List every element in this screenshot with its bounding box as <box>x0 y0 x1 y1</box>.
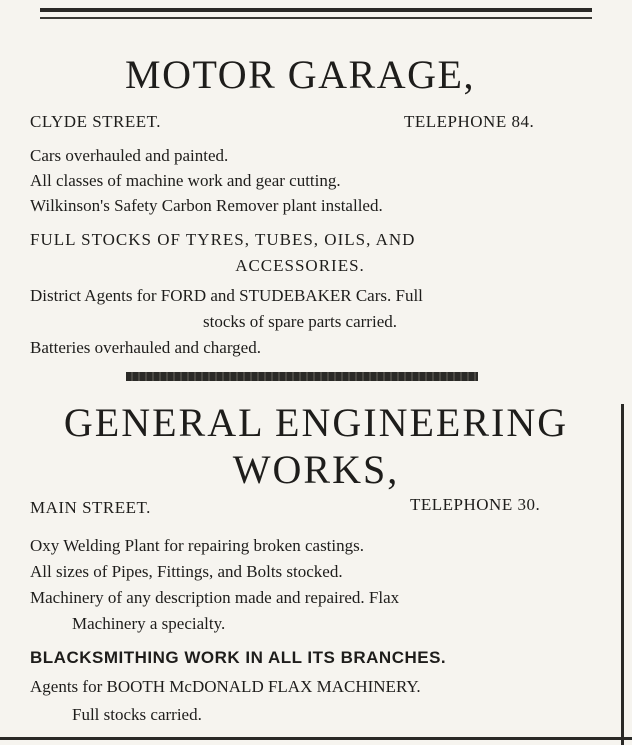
engineering-agents: Agents for BOOTH McDONALD FLAX MACHINERY. <box>30 677 421 696</box>
motor-garage-line-3: Wilkinson's Safety Carbon Remover plant installed. <box>30 196 383 215</box>
section-divider <box>126 372 478 381</box>
engineering-line-1: Oxy Welding Plant for repairing broken castings. <box>30 536 364 555</box>
motor-garage-telephone: TELEPHONE 84. <box>404 112 535 131</box>
right-border <box>621 404 624 745</box>
motor-garage-stocks-2: ACCESSORIES. <box>235 256 365 275</box>
motor-garage-stocks-1: FULL STOCKS OF TYRES, TUBES, OILS, AND <box>30 230 416 249</box>
engineering-blacksmithing: BLACKSMITHING WORK IN ALL ITS BRANCHES. <box>30 648 447 667</box>
motor-garage-agents-2: stocks of spare parts carried. <box>202 312 397 331</box>
motor-garage-street: CLYDE STREET. <box>30 112 162 131</box>
engineering-full-stocks: Full stocks carried. <box>72 705 202 724</box>
engineering-street: MAIN STREET. <box>30 498 151 517</box>
engineering-telephone: TELEPHONE 30. <box>410 495 541 514</box>
motor-garage-batteries: Batteries overhauled and charged. <box>30 338 261 357</box>
motor-garage-line-2: All classes of machine work and gear cutting. <box>30 171 341 190</box>
top-rule-thin <box>40 17 592 19</box>
motor-garage-agents-1: District Agents for FORD and STUDEBAKER Cars. Full <box>30 286 423 305</box>
motor-garage-line-1: Cars overhauled and painted. <box>30 146 229 165</box>
engineering-line-3: Machinery of any description made and repaired. Flax <box>30 588 400 607</box>
bottom-rule <box>0 737 632 740</box>
motor-garage-title: MOTOR GARAGE, <box>125 52 475 97</box>
top-rule <box>40 8 592 12</box>
engineering-line-2: All sizes of Pipes, Fittings, and Bolts stocked. <box>30 562 343 581</box>
engineering-flax-specialty: Machinery a specialty. <box>72 614 226 633</box>
engineering-title-line-1: GENERAL ENGINEERING <box>63 400 569 445</box>
engineering-title-line-2: WORKS, <box>232 447 400 492</box>
